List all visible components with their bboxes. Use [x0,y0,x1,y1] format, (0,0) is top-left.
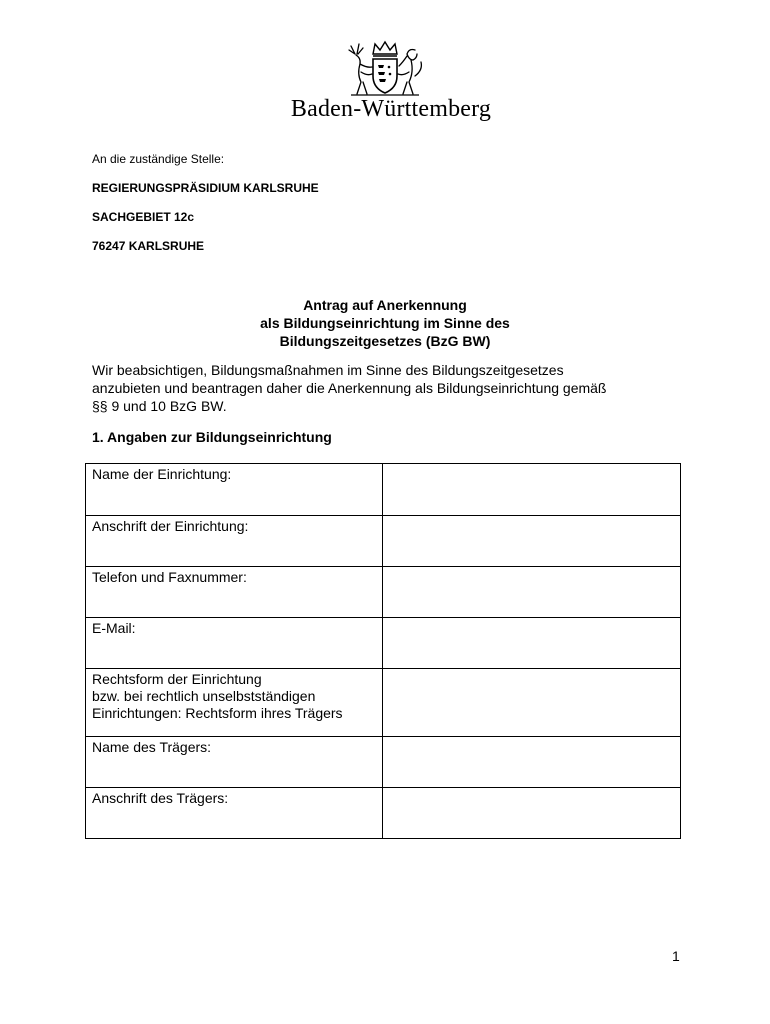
form-field-institution-address[interactable] [383,516,681,567]
form-row-sponsor-address [86,788,681,839]
form-field-sponsor-name[interactable] [383,737,681,788]
title-line-1: Antrag auf Anerkennung [303,297,467,313]
title-line-2: als Bildungseinrichtung im Sinne des [260,315,510,331]
form-row-institution-address [86,516,681,567]
form-field-phone-fax[interactable] [383,567,681,618]
coat-of-arms-icon [337,40,433,98]
form-label-institution-address: Anschrift der Einrichtung: [86,516,383,567]
institution-form-table [85,463,681,839]
form-field-email[interactable] [383,618,681,669]
form-row-email [86,618,681,669]
form-row-sponsor-name [86,737,681,788]
legal-form-label-line-3: Einrichtungen: Rechtsform ihres Trägers [92,705,343,721]
form-label-sponsor-name: Name des Trägers: [86,737,383,788]
section-heading: 1. Angaben zur Bildungseinrichtung [92,429,332,445]
form-field-sponsor-address[interactable] [383,788,681,839]
form-label-phone-fax: Telefon und Faxnummer: [86,567,383,618]
form-label-email: E-Mail: [86,618,383,669]
intro-paragraph [92,361,692,415]
address-line-authority: REGIERUNGSPRÄSIDIUM KARLSRUHE [92,181,319,195]
intro-line-3: §§ 9 und 10 BzG BW. [92,398,227,414]
form-row-legal-form [86,669,681,737]
form-field-legal-form[interactable] [383,669,681,737]
form-label-legal-form [86,669,383,737]
page-number: 1 [672,948,680,964]
form-row-phone-fax [86,567,681,618]
form-row-institution-name [86,464,681,516]
document-title [0,296,770,350]
form-field-institution-name[interactable] [383,464,681,516]
letterhead [0,40,770,123]
address-line-city: 76247 KARLSRUHE [92,239,205,253]
intro-line-1: Wir beabsichtigen, Bildungsmaßnahmen im Sinne des Bildungszeitgesetzes [92,362,564,378]
form-label-institution-name: Name der Einrichtung: [86,464,383,516]
logo-wordmark: Baden-Württemberg [290,96,492,122]
intro-line-2: anzubieten und beantragen daher die Anerkennung als Bildungseinrichtung gemäß [92,380,607,396]
legal-form-label-line-1: Rechtsform der Einrichtung [92,671,262,687]
title-line-3: Bildungszeitgesetzes (BzG BW) [279,333,491,349]
form-label-sponsor-address: Anschrift des Trägers: [86,788,383,839]
recipient-address [92,152,319,268]
address-line-department: SACHGEBIET 12c [92,210,195,224]
legal-form-label-line-2: bzw. bei rechtlich unselbstständigen [92,688,316,704]
address-intro: An die zuständige Stelle: [92,152,225,166]
